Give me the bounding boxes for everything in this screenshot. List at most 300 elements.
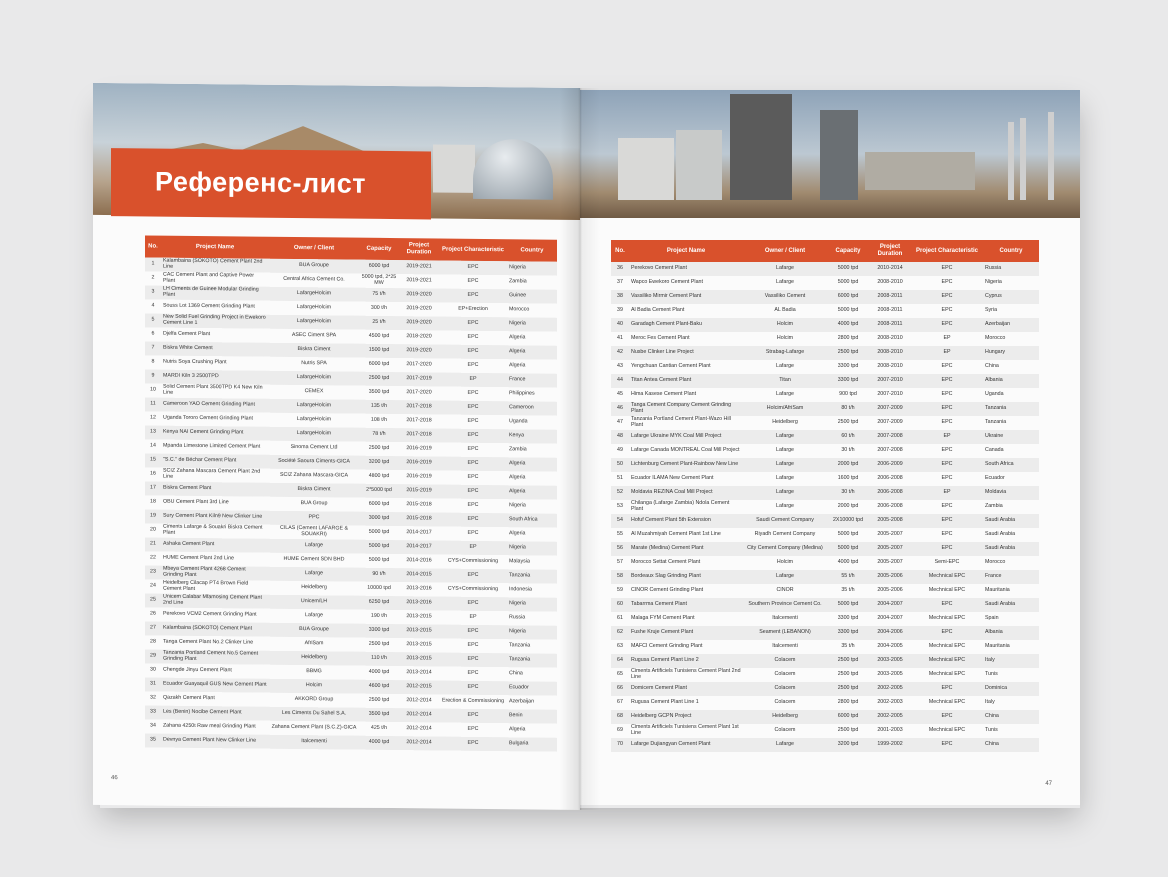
cell-capacity: 25 t/h bbox=[359, 316, 399, 330]
cell-duration: 2008-2010 bbox=[869, 276, 911, 290]
cell-no: 43 bbox=[611, 360, 629, 374]
cell-duration: 2006-2008 bbox=[869, 486, 911, 500]
cell-country: Morocco bbox=[983, 332, 1039, 346]
cell-country: Azerbaijan bbox=[507, 695, 557, 710]
cell-characteristic: Semi-EPC bbox=[911, 556, 983, 570]
cell-project: Bordeaux Slag Grinding Plant bbox=[629, 570, 743, 584]
cell-owner: Lafarge bbox=[743, 388, 827, 402]
cell-project: Tanga Cement Plant No.2 Clinker Line bbox=[161, 636, 269, 651]
cell-characteristic: Mechnical EPC bbox=[911, 668, 983, 682]
cell-characteristic: CYS+Commissioning bbox=[439, 583, 507, 598]
cell-country: Mauritania bbox=[983, 584, 1039, 598]
cell-duration: 2014-2016 bbox=[399, 554, 439, 568]
cell-characteristic: EPC bbox=[911, 738, 983, 752]
cell-capacity: 3200 tpd bbox=[359, 456, 399, 470]
cell-project: Domicem Cement Plant bbox=[629, 682, 743, 696]
table-row bbox=[611, 584, 1039, 598]
cell-characteristic: EPC bbox=[911, 472, 983, 486]
cell-capacity: 2500 tpd bbox=[827, 668, 869, 682]
cell-capacity: 5000 tpd bbox=[359, 526, 399, 540]
cell-no: 50 bbox=[611, 458, 629, 472]
cell-project: Nusbe Clinker Line Project bbox=[629, 346, 743, 360]
cell-project: Tabarrma Cement Plant bbox=[629, 598, 743, 612]
cell-duration: 2013-2015 bbox=[399, 610, 439, 624]
col-capacity: Capacity bbox=[827, 240, 869, 262]
cell-no: 66 bbox=[611, 682, 629, 696]
cell-duration: 2018-2020 bbox=[399, 330, 439, 344]
cell-owner: Sinoma Cement Ltd bbox=[269, 441, 359, 456]
cell-owner: BBMG bbox=[269, 665, 359, 680]
col-owner: Owner / Client bbox=[743, 240, 827, 262]
cell-country: Mauritania bbox=[983, 640, 1039, 654]
cell-capacity: 3000 tpd bbox=[359, 512, 399, 526]
table-row bbox=[611, 626, 1039, 640]
table-row bbox=[611, 598, 1039, 612]
cell-project: MARDI Kiln 3 2500TPD bbox=[161, 370, 269, 385]
cell-country: Algeria bbox=[507, 485, 557, 500]
chimney-shape bbox=[1020, 118, 1026, 200]
cell-no: 16 bbox=[145, 467, 161, 481]
cell-duration: 2017-2019 bbox=[399, 372, 439, 386]
cell-owner: Italcementi bbox=[269, 735, 359, 750]
cell-owner: Central Africa Cement Co. bbox=[269, 273, 359, 288]
cell-characteristic: CYS+Commissioning bbox=[439, 555, 507, 570]
cell-country: Ukraine bbox=[983, 430, 1039, 444]
cell-capacity: 90 t/h bbox=[359, 568, 399, 582]
cell-owner: PPC bbox=[269, 511, 359, 526]
cell-owner: Italcementi bbox=[743, 640, 827, 654]
cell-duration: 2008-2010 bbox=[869, 332, 911, 346]
cell-capacity: 3200 tpd bbox=[827, 738, 869, 752]
cell-owner: Seament (LEBANON) bbox=[743, 626, 827, 640]
cell-owner: Vassiliko Cement bbox=[743, 290, 827, 304]
cell-owner: Lafarge bbox=[269, 609, 359, 624]
cell-project: CINOR Cement Grinding Plant bbox=[629, 584, 743, 598]
cell-capacity: 3500 tpd bbox=[359, 708, 399, 722]
table-row bbox=[611, 472, 1039, 486]
preheater-tower-shape bbox=[730, 94, 792, 200]
cell-capacity: 30 t/h bbox=[827, 444, 869, 458]
cell-duration: 2006-2008 bbox=[869, 472, 911, 486]
cell-owner: Lafarge bbox=[743, 276, 827, 290]
cell-project: Kenya NAI Cement Grinding Plant bbox=[161, 426, 269, 441]
cell-project: Kalambaina (SOKOTO) Cement Plant 2nd Line bbox=[161, 258, 269, 273]
cell-owner: LafargeHolcim bbox=[269, 371, 359, 386]
cell-duration: 2013-2015 bbox=[399, 638, 439, 652]
cell-no: 57 bbox=[611, 556, 629, 570]
cell-country: Cyprus bbox=[983, 290, 1039, 304]
cell-characteristic: EPC bbox=[911, 626, 983, 640]
cell-owner: Holcim bbox=[269, 679, 359, 694]
cell-project: Fushe Kruje Cement Plant bbox=[629, 626, 743, 640]
cell-owner: Italcementi bbox=[743, 612, 827, 626]
cell-country: Algeria bbox=[507, 527, 557, 542]
cell-duration: 2006-2008 bbox=[869, 500, 911, 514]
cell-duration: 2008-2010 bbox=[869, 360, 911, 374]
cell-characteristic: EPC bbox=[911, 500, 983, 514]
cell-capacity: 4600 tpd bbox=[359, 680, 399, 694]
cell-country: South Africa bbox=[507, 513, 557, 528]
table-row bbox=[611, 696, 1039, 710]
table-row bbox=[611, 444, 1039, 458]
cell-duration: 2005-2007 bbox=[869, 556, 911, 570]
cell-country: Azerbaijan bbox=[983, 318, 1039, 332]
cell-capacity: 35 t/h bbox=[827, 584, 869, 598]
cell-country: Morocco bbox=[983, 556, 1039, 570]
cell-country: Indonesia bbox=[507, 583, 557, 598]
cell-no: 42 bbox=[611, 346, 629, 360]
cell-project: Chengde Jinyu Cement Plant bbox=[161, 664, 269, 679]
cell-no: 41 bbox=[611, 332, 629, 346]
cell-project: Biskra Cement Plant bbox=[161, 482, 269, 497]
cell-capacity: 5000 tpd bbox=[827, 276, 869, 290]
cell-characteristic: EPC bbox=[911, 402, 983, 416]
cell-project: CAC Cement Plant and Captive Power Plant bbox=[161, 272, 269, 287]
cell-country: Tunis bbox=[983, 668, 1039, 682]
cell-characteristic: EPC bbox=[911, 416, 983, 430]
cell-capacity: 5000 tpd bbox=[359, 554, 399, 568]
cell-owner: Southern Province Cement Co. bbox=[743, 598, 827, 612]
cell-no: 62 bbox=[611, 626, 629, 640]
cell-owner: BUA Groupe bbox=[269, 259, 359, 274]
cell-country: Saudi Arabia bbox=[983, 598, 1039, 612]
cell-duration: 2005-2008 bbox=[869, 514, 911, 528]
cell-capacity: 55 t/h bbox=[827, 570, 869, 584]
cell-no: 31 bbox=[145, 677, 161, 691]
cell-no: 27 bbox=[145, 621, 161, 635]
cell-country: Algeria bbox=[507, 331, 557, 346]
cell-no: 53 bbox=[611, 500, 629, 514]
cell-duration: 2008-2010 bbox=[869, 346, 911, 360]
cell-capacity: 10000 tpd bbox=[359, 582, 399, 596]
cell-capacity: 80 t/h bbox=[827, 402, 869, 416]
cell-owner: LafargeHolcim bbox=[269, 301, 359, 316]
cell-characteristic: EPC bbox=[439, 569, 507, 584]
cell-owner: Lafarge bbox=[743, 262, 827, 276]
cell-owner: Lafarge bbox=[743, 360, 827, 374]
cell-characteristic: EPC bbox=[439, 485, 507, 500]
cell-characteristic: EPC bbox=[911, 598, 983, 612]
cell-project: Malaga FYM Cement Plant bbox=[629, 612, 743, 626]
cell-owner: CILAS (Cement LAFARGE & SOUAKRI) bbox=[269, 525, 359, 540]
cell-no: 1 bbox=[145, 257, 161, 271]
cell-duration: 2017-2018 bbox=[399, 400, 439, 414]
cell-duration: 2016-2019 bbox=[399, 456, 439, 470]
table-body bbox=[611, 262, 1039, 752]
cell-country: Nigeria bbox=[507, 625, 557, 640]
cell-owner: SCIZ Zahana Mascara-GICA bbox=[269, 469, 359, 484]
cell-capacity: 2000 tpd bbox=[827, 458, 869, 472]
cell-no: 35 bbox=[145, 733, 161, 747]
cell-capacity: 5000 tpd bbox=[827, 598, 869, 612]
cell-project: Cameroon YAO Cement Grinding Plant bbox=[161, 398, 269, 413]
cell-owner: AL Badia bbox=[743, 304, 827, 318]
table-row bbox=[611, 458, 1039, 472]
cell-duration: 2019-2020 bbox=[399, 288, 439, 302]
cell-country: Bulgaria bbox=[507, 737, 557, 752]
cell-characteristic: EPC bbox=[911, 360, 983, 374]
cell-project: Mbeya Cement Plant 4268 Cement Grinding Plant bbox=[161, 566, 269, 581]
col-capacity: Capacity bbox=[359, 238, 399, 260]
cell-duration: 2019-2021 bbox=[399, 274, 439, 288]
cell-no: 4 bbox=[145, 299, 161, 313]
cell-characteristic: EPC bbox=[911, 444, 983, 458]
cell-owner: Saudi Cement Company bbox=[743, 514, 827, 528]
cell-duration: 2014-2017 bbox=[399, 526, 439, 540]
cell-characteristic: EPC bbox=[439, 527, 507, 542]
cell-project: Chilanga (Lafarge Zambia) Ndola Cement Plant bbox=[629, 500, 743, 514]
cell-characteristic: EPC bbox=[911, 528, 983, 542]
cell-no: 60 bbox=[611, 598, 629, 612]
building-shape bbox=[865, 152, 975, 190]
table-row bbox=[611, 500, 1039, 514]
table-body bbox=[145, 257, 557, 751]
cell-no: 51 bbox=[611, 472, 629, 486]
cell-project: Ciments Lafarge & Souakri Biskra Cement Plant bbox=[161, 524, 269, 539]
cell-no: 30 bbox=[145, 663, 161, 677]
cell-no: 2 bbox=[145, 271, 161, 285]
cell-duration: 2017-2018 bbox=[399, 428, 439, 442]
cell-duration: 2008-2011 bbox=[869, 290, 911, 304]
table-row bbox=[611, 318, 1039, 332]
cell-country: Nigeria bbox=[507, 541, 557, 556]
cell-capacity: 190 t/h bbox=[359, 610, 399, 624]
cell-capacity: 425 t/h bbox=[359, 722, 399, 736]
cell-duration: 2012-2014 bbox=[399, 722, 439, 736]
col-country: Country bbox=[983, 240, 1039, 262]
cell-capacity: 5000 tpd, 2*25 MW bbox=[359, 274, 399, 288]
cell-duration: 2007-2008 bbox=[869, 430, 911, 444]
cell-capacity: 3300 tpd bbox=[827, 612, 869, 626]
cell-characteristic: EPC bbox=[439, 429, 507, 444]
cell-country: France bbox=[507, 373, 557, 388]
cell-no: 19 bbox=[145, 509, 161, 523]
cell-duration: 2013-2014 bbox=[399, 666, 439, 680]
cell-project: Tanzania Portland Cement Plant-Wazo Hill Plant bbox=[629, 416, 743, 430]
cell-project: Yengchuan Cantian Cement Plant bbox=[629, 360, 743, 374]
cell-no: 44 bbox=[611, 374, 629, 388]
table-row bbox=[611, 304, 1039, 318]
dome-shape bbox=[473, 139, 553, 200]
cell-no: 21 bbox=[145, 537, 161, 551]
cell-characteristic: Mechnical EPC bbox=[911, 584, 983, 598]
cell-duration: 2013-2015 bbox=[399, 624, 439, 638]
cell-owner: Heidelberg bbox=[269, 651, 359, 666]
table-row bbox=[611, 640, 1039, 654]
cell-capacity: 3300 tpd bbox=[827, 374, 869, 388]
cell-capacity: 6250 tpd bbox=[359, 596, 399, 610]
cell-no: 29 bbox=[145, 649, 161, 663]
cell-project: Titan Antea Cement Plant bbox=[629, 374, 743, 388]
cell-owner: Lafarge bbox=[743, 500, 827, 514]
cell-no: 40 bbox=[611, 318, 629, 332]
cell-characteristic: EPC bbox=[439, 443, 507, 458]
cell-duration: 2001-2003 bbox=[869, 724, 911, 738]
cell-no: 14 bbox=[145, 439, 161, 453]
cell-no: 37 bbox=[611, 276, 629, 290]
cell-owner: Heidelberg bbox=[743, 416, 827, 430]
cell-project: Meroc Fes Cement Plant bbox=[629, 332, 743, 346]
cell-capacity: 110 t/h bbox=[359, 652, 399, 666]
cell-capacity: 2500 tpd bbox=[359, 694, 399, 708]
cell-project: Qazakh Cement Plant bbox=[161, 692, 269, 707]
cell-capacity: 5000 tpd bbox=[827, 528, 869, 542]
cell-duration: 2005-2007 bbox=[869, 542, 911, 556]
cell-project: Ciments Artificiels Tunisiens Cement Plant 1st Line bbox=[629, 724, 743, 738]
cell-project: Hofuf Cement Plant 5th Extension bbox=[629, 514, 743, 528]
cell-project: Lafarge Ukraine MYK Coal Mill Project bbox=[629, 430, 743, 444]
cell-owner: Colacem bbox=[743, 682, 827, 696]
cell-no: 58 bbox=[611, 570, 629, 584]
cell-characteristic: EPC bbox=[439, 457, 507, 472]
cell-capacity: 2500 tpd bbox=[359, 638, 399, 652]
cell-country: Tanzania bbox=[983, 402, 1039, 416]
cell-project: Marate (Medina) Cement Plant bbox=[629, 542, 743, 556]
cell-no: 26 bbox=[145, 607, 161, 621]
cell-capacity: 4000 tpd bbox=[359, 666, 399, 680]
cell-country: Tanzania bbox=[507, 569, 557, 584]
cell-no: 70 bbox=[611, 738, 629, 752]
cell-no: 24 bbox=[145, 579, 161, 593]
cell-owner: AKKORD Group bbox=[269, 693, 359, 708]
cell-characteristic: EPC bbox=[439, 625, 507, 640]
table-row bbox=[611, 402, 1039, 416]
page-title: Референс-лист bbox=[155, 166, 366, 199]
cell-no: 34 bbox=[145, 719, 161, 733]
cell-duration: 2019-2021 bbox=[399, 260, 439, 274]
cell-no: 15 bbox=[145, 453, 161, 467]
cell-no: 36 bbox=[611, 262, 629, 276]
cell-country: Morocco bbox=[507, 303, 557, 318]
cell-country: Tanzania bbox=[983, 416, 1039, 430]
cell-duration: 2016-2019 bbox=[399, 470, 439, 484]
cell-project: Les (Benin) Nocibe Cement Plant bbox=[161, 706, 269, 721]
cell-owner: LafargeHolcim bbox=[269, 399, 359, 414]
cell-capacity: 900 tpd bbox=[827, 388, 869, 402]
cell-no: 8 bbox=[145, 355, 161, 369]
cell-owner: Colacem bbox=[743, 724, 827, 738]
table-row bbox=[611, 346, 1039, 360]
cell-characteristic: EPC bbox=[439, 471, 507, 486]
cell-owner: Zahana Cement Plant (S.C.Z)-GICA bbox=[269, 721, 359, 736]
cell-project: MAFCI Cement Grinding Plant bbox=[629, 640, 743, 654]
cell-characteristic: EP bbox=[439, 611, 507, 626]
cell-duration: 2005-2006 bbox=[869, 570, 911, 584]
table-row bbox=[611, 416, 1039, 430]
cell-duration: 2012-2014 bbox=[399, 708, 439, 722]
cell-duration: 2010-2014 bbox=[869, 262, 911, 276]
cell-capacity: 2*5000 tpd bbox=[359, 484, 399, 498]
cell-characteristic: EPC bbox=[911, 290, 983, 304]
cell-owner: Unicem/LH bbox=[269, 595, 359, 610]
table-row bbox=[611, 654, 1039, 668]
cell-duration: 2002-2003 bbox=[869, 696, 911, 710]
cell-owner: CINOR bbox=[743, 584, 827, 598]
table-row bbox=[145, 733, 557, 751]
cell-owner: HUME Cement SDN BHD bbox=[269, 553, 359, 568]
cell-no: 39 bbox=[611, 304, 629, 318]
table-row bbox=[611, 430, 1039, 444]
cell-capacity: 2X10000 tpd bbox=[827, 514, 869, 528]
cell-no: 18 bbox=[145, 495, 161, 509]
table-row bbox=[611, 290, 1039, 304]
cell-duration: 2016-2019 bbox=[399, 442, 439, 456]
cell-capacity: 6000 tpd bbox=[827, 710, 869, 724]
cell-country: Uganda bbox=[507, 415, 557, 430]
cell-no: 25 bbox=[145, 593, 161, 607]
cell-project: Garadagh Cement Plant-Baku bbox=[629, 318, 743, 332]
cell-characteristic: EPC bbox=[439, 317, 507, 332]
cell-no: 17 bbox=[145, 481, 161, 495]
cell-characteristic: Mechnical EPC bbox=[911, 570, 983, 584]
cell-no: 9 bbox=[145, 369, 161, 383]
cell-owner: BUA Groupe bbox=[269, 623, 359, 638]
cell-owner: Holcim bbox=[743, 556, 827, 570]
cell-no: 7 bbox=[145, 341, 161, 355]
cell-country: Spain bbox=[983, 612, 1039, 626]
table-row bbox=[611, 668, 1039, 682]
cell-country: Nigeria bbox=[507, 499, 557, 514]
cell-capacity: 5000 tpd bbox=[827, 304, 869, 318]
cell-country: Zambia bbox=[507, 275, 557, 290]
cell-country: China bbox=[983, 738, 1039, 752]
cell-owner: Lafarge bbox=[269, 567, 359, 582]
cell-country: Saudi Arabia bbox=[983, 542, 1039, 556]
cell-country: France bbox=[983, 570, 1039, 584]
cell-duration: 2015-2018 bbox=[399, 498, 439, 512]
cell-owner: ASEC Ciment SPA bbox=[269, 329, 359, 344]
cell-project: Perekovo Cement Plant bbox=[629, 262, 743, 276]
cell-characteristic: EPC bbox=[439, 331, 507, 346]
cell-duration: 2019-2020 bbox=[399, 344, 439, 358]
cell-owner: BUA Group bbox=[269, 497, 359, 512]
cell-country: Zambia bbox=[507, 443, 557, 458]
cell-country: Tanzania bbox=[507, 653, 557, 668]
cell-country: South Africa bbox=[983, 458, 1039, 472]
cell-characteristic: EP bbox=[439, 541, 507, 556]
table-row bbox=[611, 542, 1039, 556]
cell-project: Heidelberg GCPN Project bbox=[629, 710, 743, 724]
cell-duration: 2007-2010 bbox=[869, 374, 911, 388]
cell-owner: Lafarge bbox=[743, 444, 827, 458]
cell-country: Philippines bbox=[507, 387, 557, 402]
cell-duration: 1999-2002 bbox=[869, 738, 911, 752]
cell-project: Unicem Calabar Mfamosing Cement Plant 2nd Line bbox=[161, 594, 269, 609]
cell-duration: 2008-2011 bbox=[869, 304, 911, 318]
cell-characteristic: EPC bbox=[911, 374, 983, 388]
cell-characteristic: EPC bbox=[439, 723, 507, 738]
cell-owner: Lafarge bbox=[743, 430, 827, 444]
cell-duration: 2017-2020 bbox=[399, 386, 439, 400]
cell-capacity: 75 t/h bbox=[359, 288, 399, 302]
cell-owner: Heidelberg bbox=[743, 710, 827, 724]
cell-project: Ciments Artificiels Tunisiens Cement Plant 2nd Line bbox=[629, 668, 743, 682]
chimney-shape bbox=[1048, 112, 1054, 200]
cell-project: Wapco Ewekoro Cement Plant bbox=[629, 276, 743, 290]
cell-duration: 2005-2006 bbox=[869, 584, 911, 598]
cell-duration: 2013-2016 bbox=[399, 596, 439, 610]
cell-owner: Société Saoura Ciments-GICA bbox=[269, 455, 359, 470]
cell-characteristic: Mechnical EPC bbox=[911, 654, 983, 668]
cell-no: 55 bbox=[611, 528, 629, 542]
cell-owner: LafargeHolcim bbox=[269, 315, 359, 330]
cell-capacity: 2500 tpd bbox=[359, 372, 399, 386]
cell-no: 65 bbox=[611, 668, 629, 682]
title-banner bbox=[111, 148, 431, 219]
cell-project: Nutris Soya Crushing Plant bbox=[161, 356, 269, 371]
cell-owner: Colacem bbox=[743, 668, 827, 682]
cell-characteristic: EPC bbox=[911, 262, 983, 276]
